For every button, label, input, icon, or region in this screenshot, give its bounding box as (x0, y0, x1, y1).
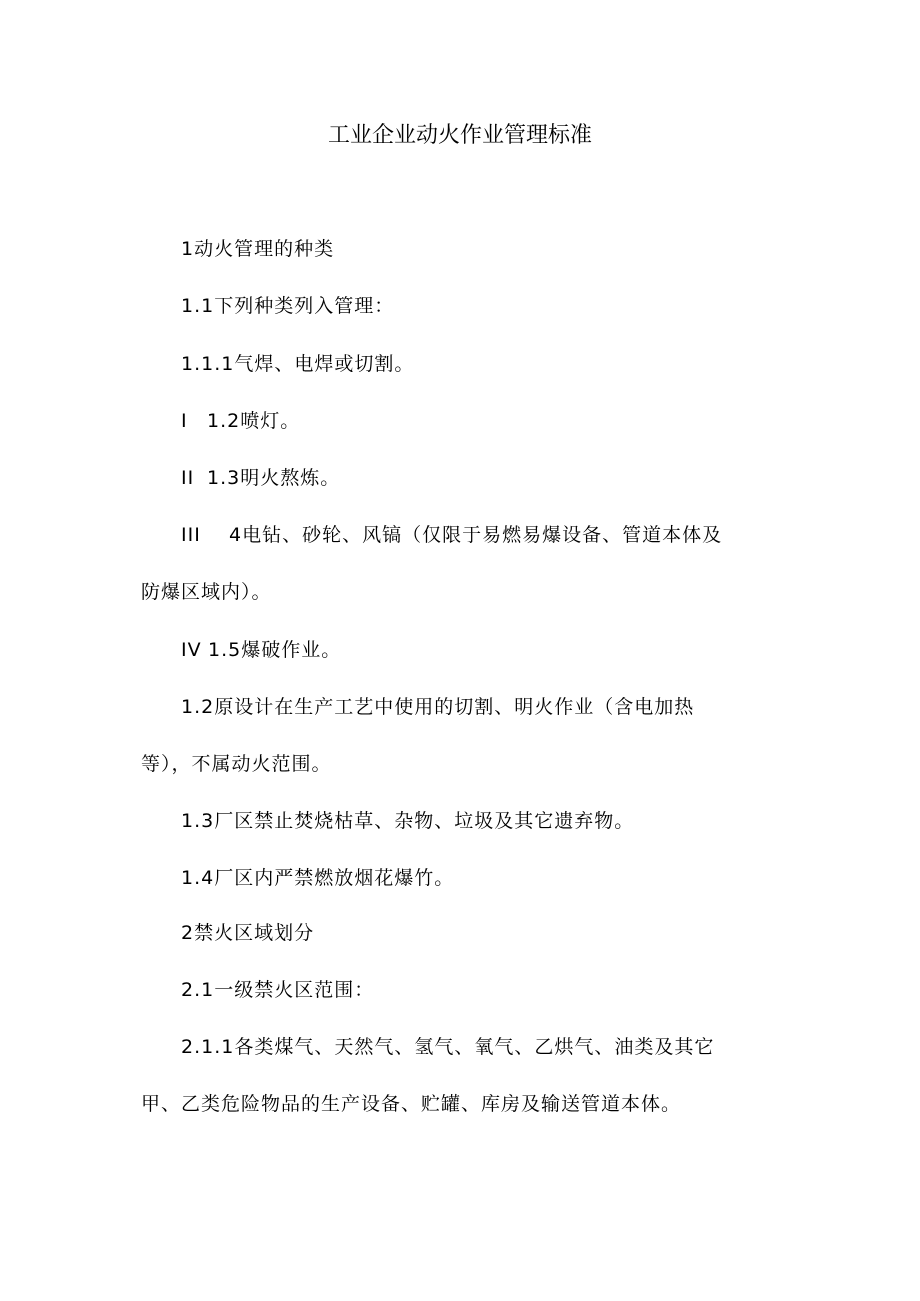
line-text: 2.1一级禁火区范围： (181, 979, 375, 1001)
paragraph-line (141, 751, 332, 777)
line-text: 1.3厂区禁止焚烧枯草、杂物、垃圾及其它遗弃物。 (181, 810, 635, 832)
line-text: 1.2喷灯。 (207, 410, 301, 432)
paragraph-line (181, 808, 634, 834)
line-text: 2禁火区域划分 (181, 922, 315, 944)
list-marker: III (181, 524, 201, 546)
paragraph-line (141, 579, 272, 605)
line-text: 1.4厂区内严禁燃放烟花爆竹。 (181, 867, 455, 889)
line-text: 防爆区域内）。 (141, 581, 272, 603)
list-marker: IV (181, 639, 202, 661)
line-text: 4电钻、砂轮、风镐（仅限于易燃易爆设备、管道本体及 (229, 524, 723, 546)
line-text: 1.5爆破作业。 (208, 639, 342, 661)
paragraph-line (181, 1034, 714, 1060)
section-heading (181, 920, 314, 946)
line-text: 1.2原设计在生产工艺中使用的切割、明火作业（含电加热 (181, 696, 695, 718)
list-item (181, 522, 722, 548)
line-text: 1.3明火熬炼。 (207, 467, 341, 489)
line-text: 2.1.1各类煤气、天然气、氢气、氧气、乙烘气、油类及其它 (181, 1036, 715, 1058)
list-item (181, 637, 341, 663)
line-text: 甲、乙类危险物品的生产设备、贮罐、库房及输送管道本体。 (141, 1093, 682, 1115)
line-text: 1动火管理的种类 (181, 238, 335, 260)
list-item (181, 465, 340, 491)
line-text: 1.1下列种类列入管理： (181, 295, 395, 317)
list-marker: I (181, 410, 188, 432)
list-marker: II (181, 467, 195, 489)
paragraph-line (181, 293, 394, 319)
paragraph-line (181, 351, 414, 377)
line-text: 1.1.1气焊、电焊或切割。 (181, 353, 415, 375)
paragraph-line (181, 977, 374, 1003)
paragraph-line (181, 694, 694, 720)
line-text: 等），不属动火范围。 (141, 753, 332, 775)
section-heading (181, 236, 334, 262)
paragraph-line (181, 865, 454, 891)
paragraph-line (141, 1091, 681, 1117)
document-title: 工业企业动火作业管理标准 (327, 123, 592, 148)
list-item (181, 408, 300, 434)
